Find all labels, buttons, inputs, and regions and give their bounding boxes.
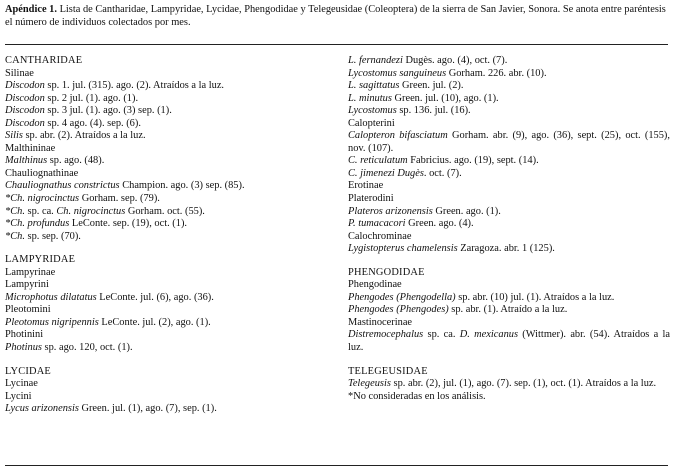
right-entry bbox=[348, 155, 670, 168]
right-entry bbox=[348, 231, 670, 244]
right-entry bbox=[348, 329, 670, 354]
entry-text: Malthininae bbox=[5, 142, 56, 154]
table-caption bbox=[5, 3, 668, 29]
taxon-name: Lycostomus bbox=[348, 105, 397, 117]
left-entry bbox=[5, 317, 335, 330]
left-entry bbox=[5, 342, 335, 355]
taxon-name: Ch. nigrocinctus bbox=[56, 205, 126, 217]
entry-text: *No consideradas en los análisis. bbox=[348, 390, 486, 402]
entry-text: LYCIDAE bbox=[5, 365, 51, 377]
top-rule bbox=[5, 44, 668, 45]
entry-text: Champion. ago. (3) sep. (85). bbox=[119, 180, 245, 192]
taxon-name: *Ch. profundus bbox=[5, 218, 70, 230]
taxon-name: Discodon bbox=[5, 80, 45, 92]
entry-text: LeConte. sep. (19), oct. (1). bbox=[69, 218, 188, 230]
taxon-name: Lycostomus sanguineus bbox=[348, 67, 447, 79]
taxon-name: L. fernandezi bbox=[348, 55, 403, 66]
entry-text: Chauliognathinae bbox=[5, 167, 79, 179]
section-gap bbox=[5, 355, 335, 366]
taxon-name: Plateros arizonensis bbox=[348, 205, 433, 217]
left-entry bbox=[5, 292, 335, 305]
left-entry bbox=[5, 155, 335, 168]
entry-text: sp. ago. 120, oct. (1). bbox=[41, 342, 133, 354]
entry-text: sp. ca. bbox=[423, 329, 460, 341]
entry-text: . oct. (7). bbox=[423, 167, 462, 179]
bottom-rule bbox=[5, 465, 668, 466]
taxon-name: P. tumacacori bbox=[348, 218, 406, 230]
section-gap bbox=[348, 256, 670, 267]
left-entry bbox=[5, 193, 335, 206]
entry-text: PHENGODIDAE bbox=[348, 266, 425, 278]
entry-text: LeConte. jul. (2), ago. (1). bbox=[98, 316, 211, 328]
right-entry bbox=[348, 93, 670, 106]
entry-text: Fabricius. ago. (19), sept. (14). bbox=[407, 155, 539, 167]
taxon-name: Photinus bbox=[5, 342, 42, 354]
right-entry bbox=[348, 55, 670, 68]
entry-text: Lycini bbox=[5, 390, 32, 402]
entry-text: Gorham. sep. (79). bbox=[79, 193, 160, 205]
entry-text: TELEGEUSIDAE bbox=[348, 365, 428, 377]
entry-text: Dugès. ago. (4), oct. (7). bbox=[402, 55, 508, 66]
entry-text: sp. 2 jul. (1). ago. (1). bbox=[44, 92, 139, 104]
entry-text: Green. jul. (1), ago. (7), sep. (1). bbox=[78, 403, 217, 415]
left-family-heading bbox=[5, 254, 335, 267]
entry-text: Lampyrini bbox=[5, 279, 49, 291]
taxon-name: Pleotomus nigripennis bbox=[5, 316, 99, 328]
right-entry bbox=[348, 180, 670, 193]
taxon-name: L. sagittatus bbox=[348, 80, 400, 92]
right-entry bbox=[348, 68, 670, 81]
entry-text: Gorham. abr. (9), ago. (36), sept. (25), oct. (155), nov. (107). bbox=[348, 130, 670, 154]
left-entry bbox=[5, 403, 335, 416]
left-entry bbox=[5, 279, 335, 292]
entry-text: Phengodinae bbox=[348, 279, 402, 291]
entry-text: (Wittmer). abr. (54). Atraídos a la luz. bbox=[348, 329, 670, 354]
right-entry bbox=[348, 292, 670, 305]
entry-text: Calopterini bbox=[348, 117, 395, 129]
right-entry bbox=[348, 206, 670, 219]
right-entry bbox=[348, 279, 670, 292]
entry-text: Lampyrinae bbox=[5, 266, 56, 278]
entry-text: Green. jul. (10), ago. (1). bbox=[391, 92, 499, 104]
taxon-name: *Ch. bbox=[5, 205, 25, 217]
left-entry bbox=[5, 143, 335, 156]
taxon-name: Phengodes (Phengodes) bbox=[348, 304, 449, 316]
right-entry bbox=[348, 218, 670, 231]
entry-text: Green. ago. (4). bbox=[405, 218, 474, 230]
left-family-heading bbox=[5, 366, 335, 379]
taxon-name: Distremocephalus bbox=[348, 329, 424, 341]
taxon-name: Malthinus bbox=[5, 155, 48, 167]
left-entry bbox=[5, 391, 335, 404]
right-entry bbox=[348, 317, 670, 330]
entry-text: Photinini bbox=[5, 329, 44, 341]
taxon-name: Discodon bbox=[5, 92, 45, 104]
taxon-name: L. minutus bbox=[348, 92, 392, 104]
entry-text: sp. 136. jul. (16). bbox=[396, 105, 471, 117]
taxon-name: *Ch. nigrocinctus bbox=[5, 193, 80, 205]
entry-text: sp. sep. (70). bbox=[24, 230, 81, 242]
entry-text: sp. 1. jul. (315). ago. (2). Atraídos a la luz. bbox=[44, 80, 225, 92]
left-entry bbox=[5, 231, 335, 244]
entry-text: sp. abr. (1). Atraído a la luz. bbox=[448, 304, 568, 316]
caption-label: Apéndice 1. bbox=[5, 4, 57, 15]
left-entry bbox=[5, 93, 335, 106]
entry-text: Calochrominae bbox=[348, 230, 412, 242]
entry-text: Zaragoza. abr. 1 (125). bbox=[457, 243, 555, 255]
right-column bbox=[348, 55, 670, 403]
entry-text: sp. 4 ago. (4). sep. (6). bbox=[44, 117, 141, 129]
taxon-name: Silis bbox=[5, 130, 23, 142]
taxon-name: D. mexicanus bbox=[459, 329, 519, 341]
right-entry bbox=[348, 105, 670, 118]
taxon-name: Calopteron bifasciatum bbox=[348, 130, 448, 142]
entry-text: Silinae bbox=[5, 67, 34, 79]
taxon-name: *Ch. bbox=[5, 230, 25, 242]
right-entry bbox=[348, 378, 670, 391]
entry-text: Erotinae bbox=[348, 180, 384, 192]
right-entry bbox=[348, 168, 670, 181]
right-entry bbox=[348, 118, 670, 131]
taxon-name: C. reticulatum bbox=[348, 155, 408, 167]
entry-text: LeConte. jul. (6), ago. (36). bbox=[96, 291, 214, 303]
right-entry bbox=[348, 80, 670, 93]
left-entry bbox=[5, 329, 335, 342]
left-column bbox=[5, 55, 335, 416]
taxon-name: Discodon bbox=[5, 117, 45, 129]
entry-text: Mastinocerinae bbox=[348, 316, 413, 328]
left-entry bbox=[5, 304, 335, 317]
taxon-name: C. jimenezi Dugès bbox=[348, 167, 424, 179]
right-entry bbox=[348, 193, 670, 206]
taxon-name: Phengodes (Phengodella) bbox=[348, 291, 456, 303]
left-entry bbox=[5, 378, 335, 391]
entry-text: Lycinae bbox=[5, 378, 38, 390]
right-family-heading bbox=[348, 366, 670, 379]
right-entry bbox=[348, 130, 670, 155]
taxon-name: Telegeusis bbox=[348, 378, 391, 390]
caption-text: Lista de Cantharidae, Lampyridae, Lycidae, Phengodidae y Telegeusidae (Coleoptera) de la sierra de San Javier, Sonora. Se anota entre paréntesis el número de individuos colectados por mes. bbox=[5, 4, 666, 28]
section-gap bbox=[5, 243, 335, 254]
entry-text: Green. ago. (1). bbox=[432, 205, 501, 217]
taxon-name: Microphotus dilatatus bbox=[5, 291, 97, 303]
left-entry bbox=[5, 118, 335, 131]
taxon-name: Lygistopterus chamelensis bbox=[348, 243, 458, 255]
right-entry bbox=[348, 304, 670, 317]
entry-text: Gorham. oct. (55). bbox=[125, 205, 205, 217]
entry-text: sp. abr. (2), jul. (1), ago. (7). sep. (1), oct. (1). Atraídos a la luz. bbox=[390, 378, 657, 390]
left-entry bbox=[5, 180, 335, 193]
taxon-name: Chauliognathus constrictus bbox=[5, 180, 120, 192]
left-entry bbox=[5, 80, 335, 93]
left-entry bbox=[5, 267, 335, 280]
left-entry bbox=[5, 206, 335, 219]
entry-text: CANTHARIDAE bbox=[5, 55, 83, 66]
entry-text: sp. 3 jul. (1). ago. (3) sep. (1). bbox=[44, 105, 172, 117]
entry-text: Gorham. 226. abr. (10). bbox=[446, 67, 547, 79]
entry-text: LAMPYRIDAE bbox=[5, 254, 76, 266]
taxon-name: Discodon bbox=[5, 105, 45, 117]
left-entry bbox=[5, 105, 335, 118]
left-entry bbox=[5, 218, 335, 231]
left-family-heading bbox=[5, 55, 335, 68]
right-entry bbox=[348, 391, 670, 404]
entry-text: sp. ca. bbox=[24, 205, 57, 217]
section-gap bbox=[348, 355, 670, 366]
entry-text: sp. ago. (48). bbox=[47, 155, 105, 167]
taxon-name: Lycus arizonensis bbox=[5, 403, 79, 415]
right-family-heading bbox=[348, 267, 670, 280]
entry-text: sp. abr. (10) jul. (1). Atraídos a la luz. bbox=[455, 291, 615, 303]
entry-text: Platerodini bbox=[348, 193, 394, 205]
left-entry bbox=[5, 168, 335, 181]
left-entry bbox=[5, 130, 335, 143]
entry-text: Pleotomini bbox=[5, 304, 51, 316]
entry-text: Green. jul. (2). bbox=[399, 80, 464, 92]
entry-text: sp. abr. (2). Atraídos a la luz. bbox=[22, 130, 146, 142]
right-entry bbox=[348, 243, 670, 256]
left-entry bbox=[5, 68, 335, 81]
